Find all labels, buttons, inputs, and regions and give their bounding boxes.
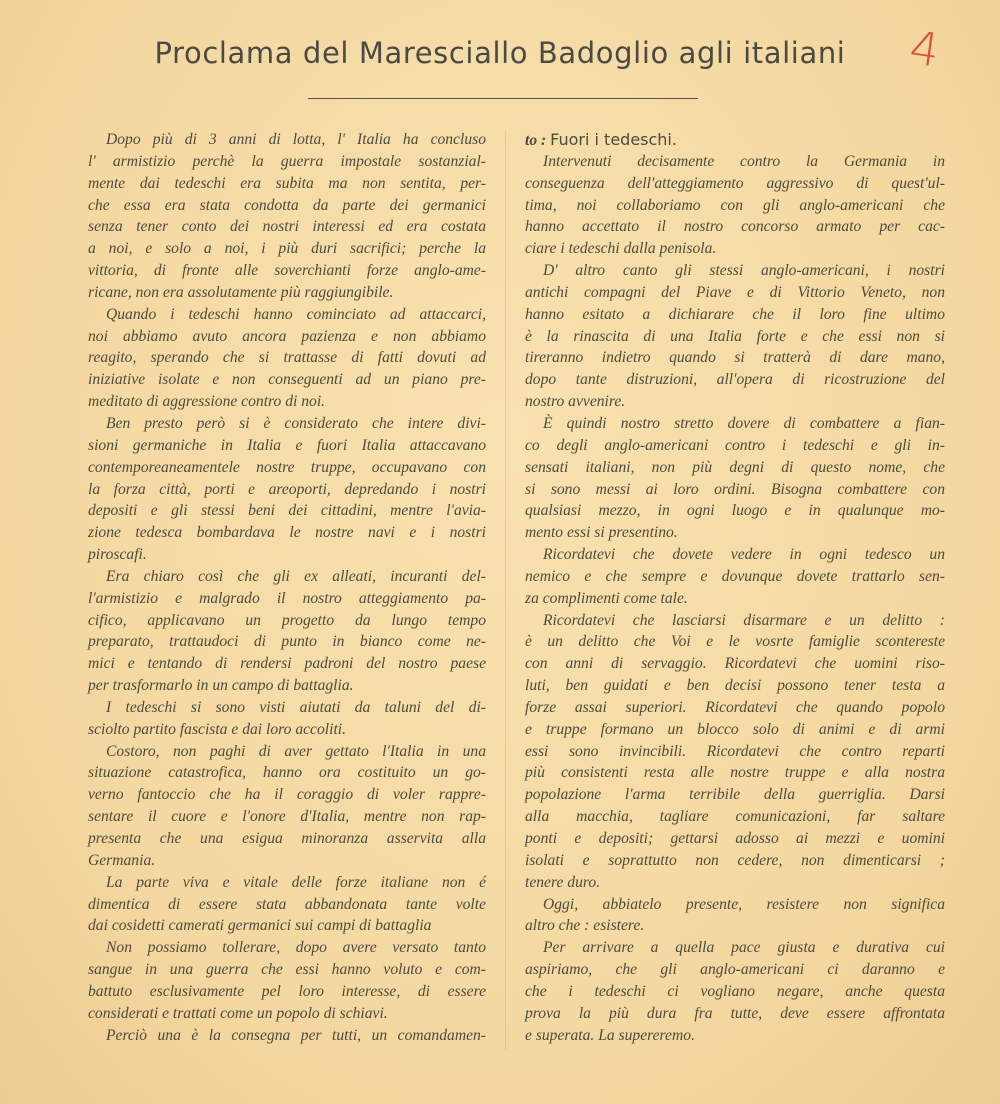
paragraph — [88, 566, 486, 697]
text-line: antichi compagni del Piave e di Vittorio Veneto, non — [525, 283, 945, 301]
text-line: mento essi si presentino. — [525, 524, 678, 542]
text-line: considerati e trattati come un popolo di schiavi. — [88, 1004, 388, 1022]
text-line: battuto esclusivamente pel loro interesse, di essere — [88, 982, 486, 1000]
text-line: isolati e soprattutto non cedere, non dimenticarsi ; — [525, 851, 945, 869]
text-line: mente dai tedeschi era subita ma non sentita, per- — [88, 174, 486, 192]
text-line: è la rinascita di una Italia forte e che essi non si — [525, 327, 945, 345]
text-line: situazione catastrofica, hanno ora costituito un go- — [88, 764, 486, 782]
paragraph — [88, 937, 486, 1024]
text-line: presenta che una esigua minoranza asservita alla — [88, 830, 486, 847]
text-line: per trasformarlo in un campo di battaglia. — [88, 677, 354, 695]
text-line: sangue in una guerra che essi hanno voluto e com- — [88, 961, 486, 979]
text-line: Non possiamo tollerare, dopo avere versato tanto — [106, 939, 486, 957]
text-line: D' altro canto gli stessi anglo-americani, i nostri — [543, 262, 945, 280]
motto-line — [525, 129, 945, 151]
paragraph — [525, 413, 945, 544]
left-column — [88, 129, 486, 1046]
right-column — [525, 129, 945, 1046]
text-line: contemporeaneamentele nostre truppe, occupavano con — [88, 458, 486, 476]
text-line: tima, noi collaboriamo con gli anglo-americani che — [525, 196, 945, 214]
text-line: che essa era stata condotta da parte dei germanici — [88, 196, 486, 214]
text-line: essi sono invincibili. Ricordatevi che contro reparti — [525, 742, 945, 760]
paragraph — [88, 304, 486, 413]
text-line: cifico, applicavano un progetto da lungo tempo — [88, 611, 486, 629]
paragraph — [88, 1025, 486, 1047]
text-line: reagito, sperando che si trattasse di fatti dovuti ad — [88, 349, 486, 367]
text-line: Costoro, non paghi di aver gettato l'Italia in una — [106, 742, 486, 760]
text-line: nemico e che sempre e dovunque dovete trattarlo sen- — [525, 567, 945, 585]
text-line: preparato, trattaudoci di punto in bianco come ne- — [88, 633, 486, 651]
paragraph — [88, 697, 486, 741]
text-line: popolazione l'arma terribile della guerriglia. Darsi — [525, 786, 945, 804]
text-line: tenere duro. — [525, 873, 601, 891]
text-line: sentare il cuore e l'onore d'Italia, mentre non rap- — [88, 808, 486, 826]
text-line: altro che : esistere. — [525, 917, 645, 935]
text-line: Ricordatevi che lasciarsi disarmare e un delitto : — [543, 611, 945, 629]
text-line: senza tener conto dei nostri interessi ed era costata — [88, 218, 486, 236]
text-line: ciare i tedeschi dalla penisola. — [525, 240, 717, 258]
text-line: più consistenti resta alle nostre truppe e alla nostra — [525, 764, 945, 782]
text-line: forze assai superiori. Ricordatevi che quando popolo — [525, 698, 945, 716]
text-line: mici e tentando di rendersi padroni del nostro paese — [88, 655, 486, 673]
text-line: conseguenza dell'atteggiamento aggressivo di quest'ul- — [525, 174, 945, 192]
text-line: tireranno indietro quando si tratterà di dare mano, — [525, 349, 945, 367]
text-line: alla macchia, tagliare comunicazioni, far saltare — [525, 808, 945, 826]
text-line: con anni di servaggio. Ricordatevi che uomini riso- — [525, 655, 945, 673]
text-line: a noi, e solo a noi, i più duri sacrifici; perche la — [88, 240, 486, 258]
text-line: zione tedesca bombardava le nostre navi e i nostri — [88, 524, 486, 542]
paragraph — [525, 544, 945, 610]
paragraph — [88, 741, 486, 872]
text-line: e truppe formano un blocco solo di animi e di armi — [525, 720, 945, 738]
text-line: l'armistizio e malgrado il nostro atteggiamento pa- — [88, 589, 486, 607]
text-line: che i tedeschi ci vogliano negare, anche questa — [525, 982, 945, 1000]
handwritten-page-number: 4 — [906, 20, 943, 78]
column-divider — [505, 130, 506, 1050]
text-line: iniziative isolate e non conseguenti ad un piano pre- — [88, 371, 486, 389]
text-line: La parte viva e vitale delle forze italiane non é — [106, 873, 486, 891]
text-line: dai cosidetti camerati germanici sui campi di battaglia — [88, 917, 432, 935]
text-line: aspiriamo, che gli anglo-americani ci daranno e — [525, 961, 945, 979]
title-underline — [308, 98, 698, 99]
text-line: Ricordatevi che dovete vedere in ogni tedesco un — [543, 546, 945, 564]
text-line: hanno accettato il nostro concorso armato per cac- — [525, 218, 945, 236]
paragraph — [88, 129, 486, 304]
text-line: sensati italiani, non più degni di questo nome, che — [525, 458, 945, 476]
paragraph — [525, 937, 945, 1046]
text-line: co degli anglo-americani contro i tedeschi e gli in- — [525, 436, 945, 454]
text-line: Quando i tedeschi hanno cominciato ad attaccarci, — [106, 305, 486, 323]
text-line: prova la più dura fra tutte, deve essere affrontata — [525, 1004, 945, 1022]
text-line: sciolto partito fascista e dai loro accoliti. — [88, 720, 347, 738]
text-line: dimentica di essere stata abbandonata tante volte — [88, 895, 486, 913]
text-line: dopo tante distruzioni, all'opera di ricostruzione del — [525, 371, 945, 389]
text-line: sioni germaniche in Italia e fuori Italia attaccavano — [88, 436, 486, 454]
text-line: nostro avvenire. — [525, 393, 626, 411]
paragraph — [525, 610, 945, 894]
text-line: Germania. — [88, 851, 156, 869]
text-line: Per arrivare a quella pace giusta e durativa cui — [543, 939, 945, 957]
text-line: Era chiaro così che gli ex alleati, incuranti del- — [106, 567, 486, 585]
paragraph — [88, 872, 486, 938]
paragraph — [525, 260, 945, 413]
motto-text: Fuori i tedeschi. — [550, 130, 677, 149]
paragraph — [525, 151, 945, 260]
text-line: si sono messi ai loro ordini. Bisogna combattere con — [525, 480, 945, 498]
text-line: ricane, non era assolutamente più raggiungibile. — [88, 283, 394, 301]
text-line: Perciò una è la consegna per tutti, un comandamen- — [106, 1026, 486, 1044]
text-line: la forza città, porti e areoporti, depredando i nostri — [88, 480, 486, 498]
text-line: vittoria, di fronte alle soverchianti forze anglo-ame- — [88, 262, 486, 280]
text-line: Oggi, abbiatelo presente, resistere non significa — [543, 895, 945, 913]
text-line: È quindi nostro stretto dovere di combattere a fian- — [543, 414, 945, 432]
text-line: hanno esitato a dichiarare che il loro fine ultimo — [525, 305, 945, 323]
text-line: è un delitto che Voi e le vosrte famiglie scontereste — [525, 633, 945, 651]
text-line: verno fantoccio che ha il coraggio di voler rappre- — [88, 786, 486, 804]
text-line: e superata. La supereremo. — [525, 1026, 695, 1044]
text-line: l' armistizio perchè la guerra impostale sostanzial- — [88, 152, 486, 170]
paragraph — [525, 894, 945, 938]
document-title: Proclama del Maresciallo Badoglio agli italiani — [154, 36, 846, 70]
text-line: Dopo più di 3 anni di lotta, l' Italia ha concluso — [106, 131, 486, 148]
text-line: Ben presto però si è considerato che intere divi- — [106, 414, 486, 432]
continuation-text: to : — [525, 132, 547, 149]
text-line: meditato di aggressione contro di noi. — [88, 393, 326, 411]
text-line: piroscafi. — [88, 546, 147, 564]
paragraph — [88, 413, 486, 566]
text-line: qualsiasi mezzo, in ogni luogo e in qualunque mo- — [525, 502, 945, 520]
text-line: luti, ben guidati e ben decisi possono tener testa a — [525, 677, 945, 695]
text-line: ponti e depositi; gettarsi adosso ai mezzi e uomini — [525, 830, 945, 847]
text-line: I tedeschi si sono visti aiutati da taluni del di- — [106, 698, 486, 716]
text-line: Intervenuti decisamente contro la Germania in — [543, 152, 945, 170]
text-line: noi abbiamo avuto ancora pazienza e non abbiamo — [88, 327, 486, 345]
text-line: za complimenti come tale. — [525, 589, 688, 607]
text-line: depositi e gli stessi beni dei cittadini, mentre l'avia- — [88, 502, 486, 520]
